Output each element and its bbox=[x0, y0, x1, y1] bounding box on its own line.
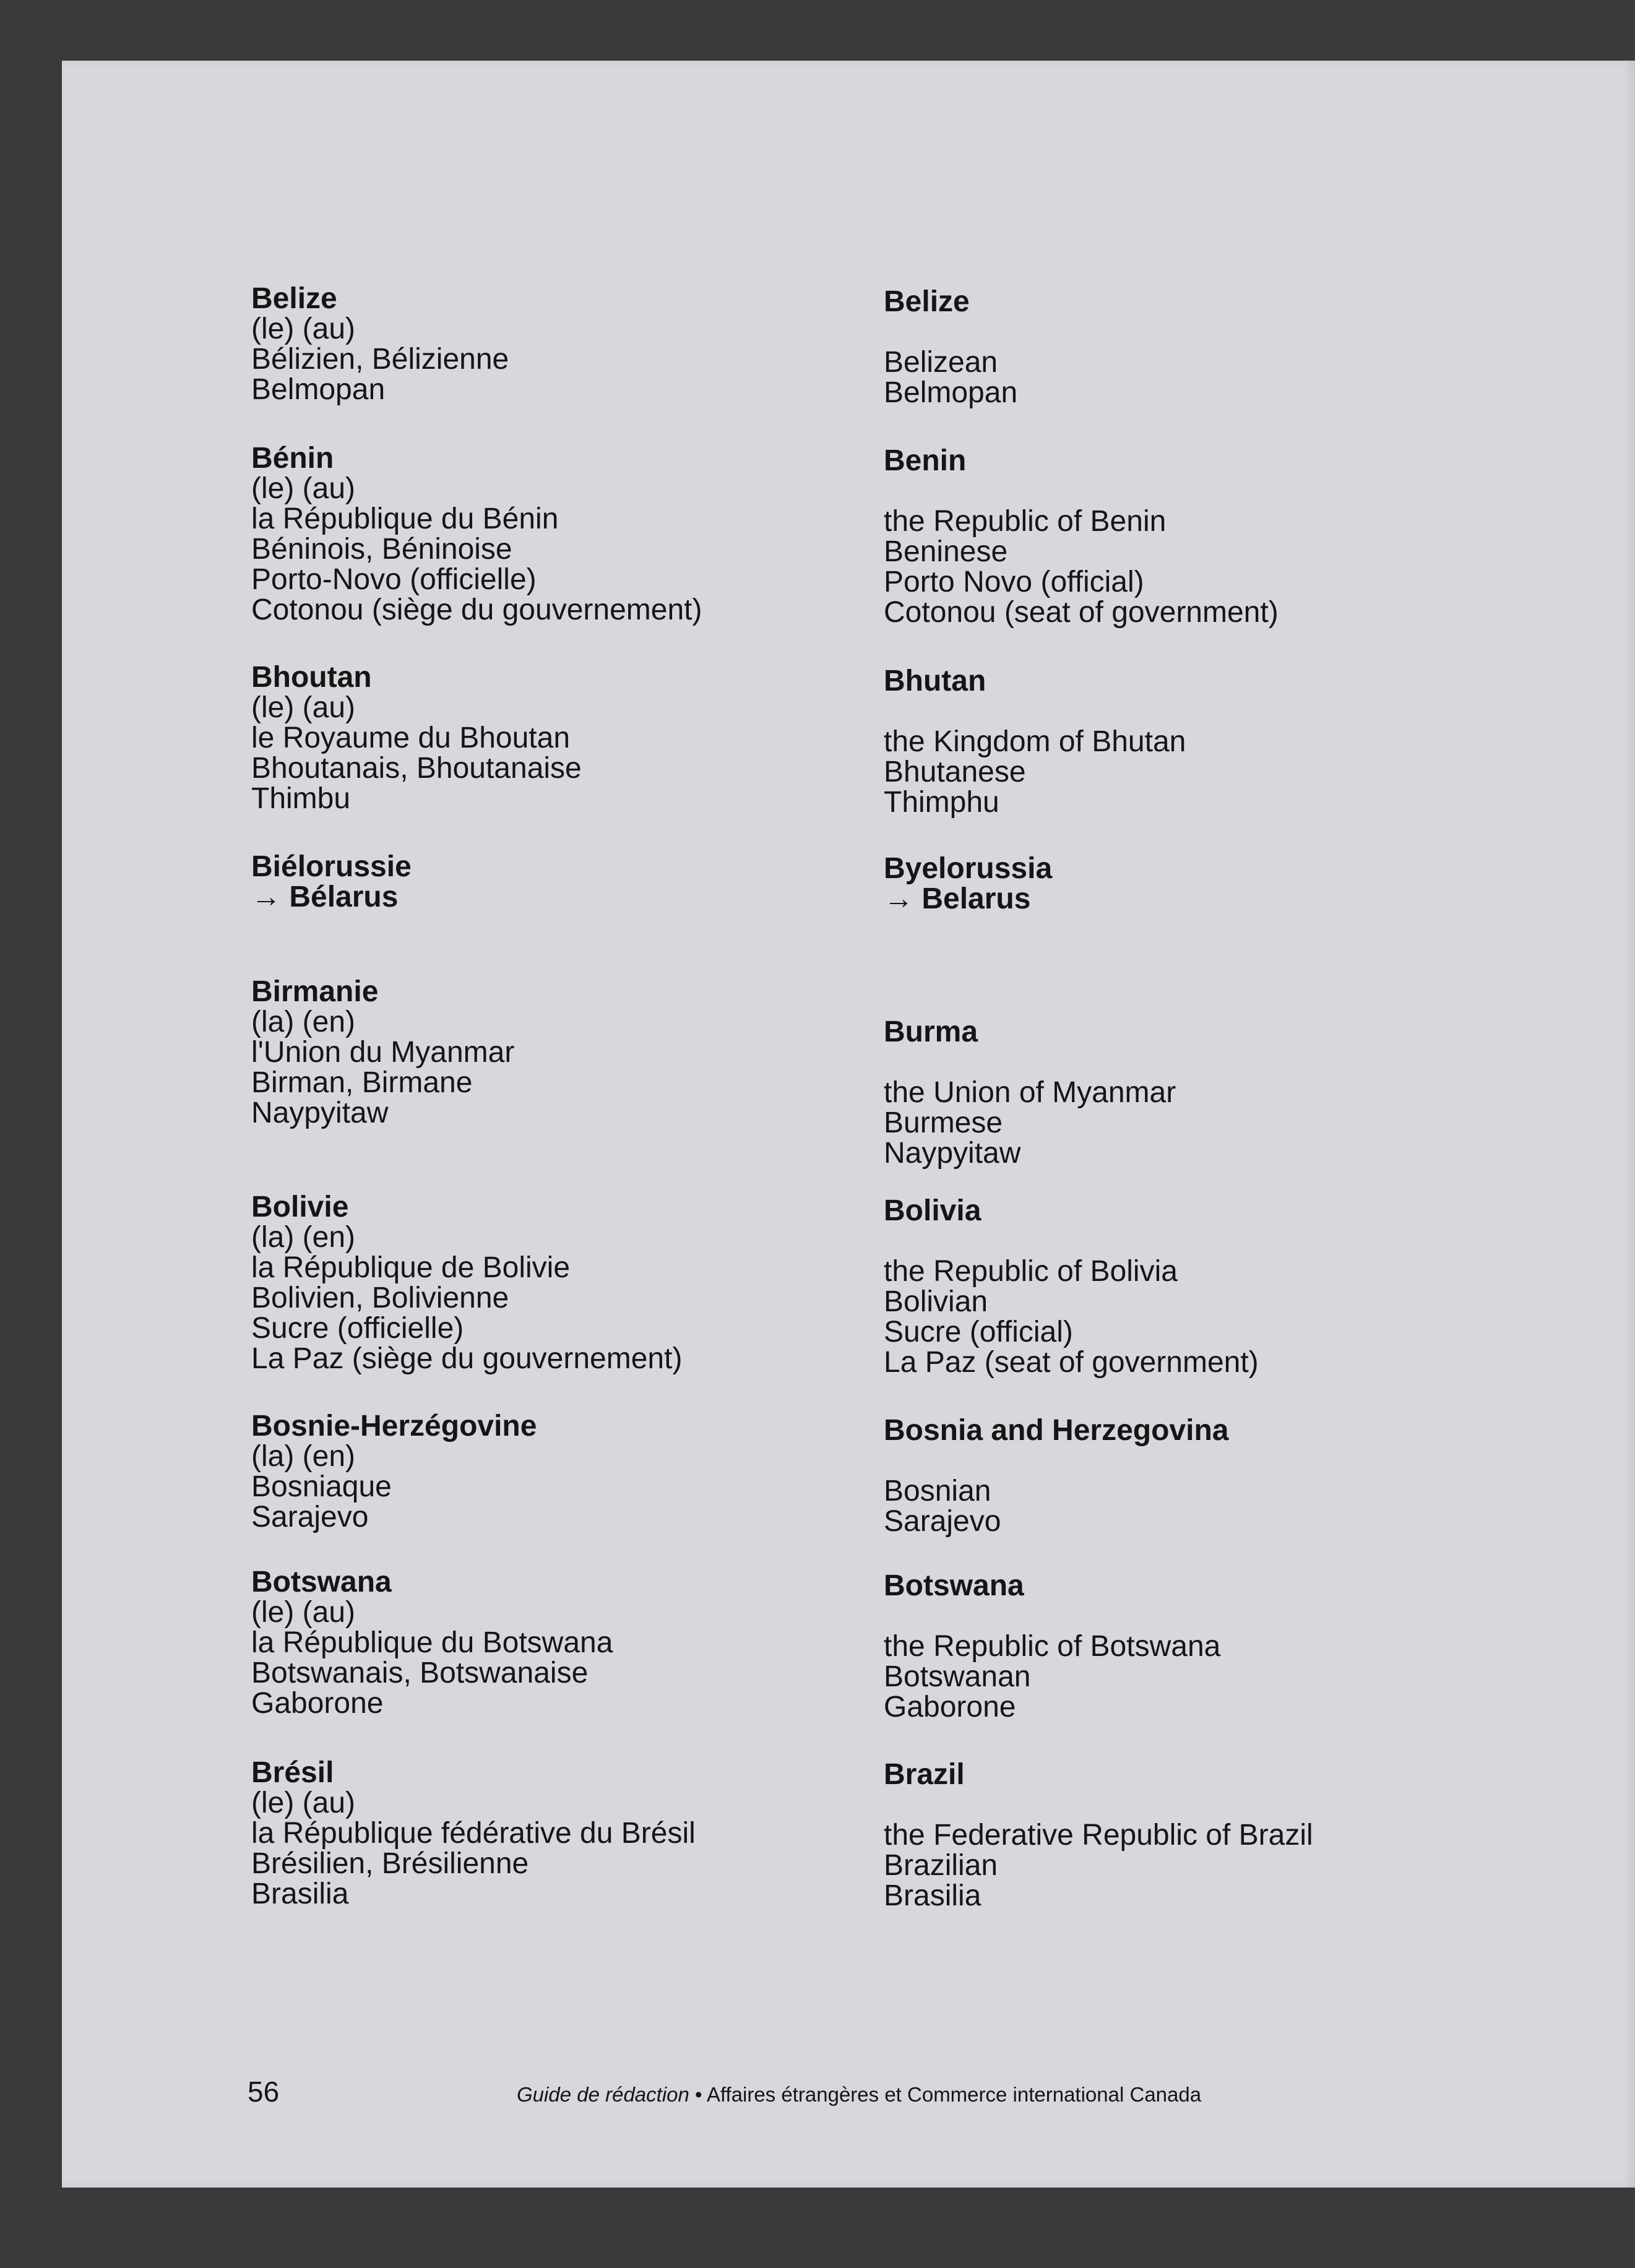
english-line bbox=[884, 1790, 1564, 1820]
english-headword: Bhutan bbox=[884, 665, 986, 697]
english-line: Brazilian bbox=[884, 1849, 998, 1882]
french-line: Cotonou (siège du gouvernement) bbox=[251, 593, 702, 626]
french-line: (le) (au) bbox=[251, 313, 356, 345]
french-line: (la) (en) bbox=[251, 1221, 356, 1254]
french-line: Porto-Novo (officielle) bbox=[251, 563, 537, 596]
english-entry bbox=[884, 1196, 1564, 1378]
english-line bbox=[884, 696, 1564, 727]
english-line bbox=[884, 1601, 1564, 1631]
english-headword: Byelorussia bbox=[884, 852, 1053, 885]
french-line: Sucre (officielle) bbox=[251, 1312, 464, 1345]
french-entry bbox=[251, 852, 845, 912]
french-entry bbox=[251, 1192, 845, 1374]
french-line: Brésilien, Brésilienne bbox=[251, 1847, 529, 1880]
english-line bbox=[884, 1047, 1564, 1077]
english-line: the Republic of Botswana bbox=[884, 1630, 1221, 1663]
english-line: Gaborone bbox=[884, 1691, 1016, 1723]
english-line: Naypyitaw bbox=[884, 1137, 1021, 1170]
english-line bbox=[884, 1446, 1564, 1476]
english-line: Sucre (official) bbox=[884, 1316, 1073, 1348]
french-entry bbox=[251, 977, 845, 1128]
english-entry bbox=[884, 446, 1564, 627]
english-headword: Benin bbox=[884, 444, 967, 477]
english-headword: Bolivia bbox=[884, 1194, 981, 1227]
english-line: → Belarus bbox=[884, 882, 1031, 915]
english-line: the Kingdom of Bhutan bbox=[884, 725, 1186, 758]
english-line bbox=[884, 1226, 1564, 1256]
publisher: Affaires étrangères et Commerce international Canada bbox=[706, 2083, 1202, 2106]
english-entry bbox=[884, 1415, 1564, 1537]
english-entry bbox=[884, 1017, 1564, 1168]
french-line: la République du Botswana bbox=[251, 1626, 613, 1659]
french-line: (la) (en) bbox=[251, 1006, 356, 1038]
english-entry bbox=[884, 1759, 1564, 1911]
french-line: (la) (en) bbox=[251, 1440, 356, 1473]
french-line: → Bélarus bbox=[251, 881, 399, 913]
english-entry bbox=[884, 853, 1564, 914]
english-headword: Burma bbox=[884, 1015, 978, 1048]
english-line: Bosnian bbox=[884, 1475, 991, 1507]
english-line: La Paz (seat of government) bbox=[884, 1346, 1259, 1379]
french-line: (le) (au) bbox=[251, 472, 356, 505]
english-line: Botswanan bbox=[884, 1660, 1031, 1693]
french-line: Birman, Birmane bbox=[251, 1066, 473, 1099]
english-line: Belmopan bbox=[884, 376, 1018, 409]
french-entry bbox=[251, 662, 845, 814]
french-line: Bélizien, Bélizienne bbox=[251, 343, 509, 376]
french-entry bbox=[251, 1567, 845, 1718]
french-entry bbox=[251, 1411, 845, 1532]
english-line: Brasilia bbox=[884, 1879, 981, 1912]
french-headword: Bénin bbox=[251, 442, 334, 475]
english-headword: Brazil bbox=[884, 1758, 965, 1791]
guide-title: Guide de rédaction bbox=[517, 2083, 689, 2106]
english-line: Cotonou (seat of government) bbox=[884, 596, 1279, 629]
french-line: Botswanais, Botswanaise bbox=[251, 1657, 589, 1689]
english-line: Thimphu bbox=[884, 786, 999, 819]
english-line bbox=[884, 317, 1564, 347]
french-line: Sarajevo bbox=[251, 1501, 369, 1533]
french-headword: Bolivie bbox=[251, 1191, 349, 1223]
english-line: the Union of Myanmar bbox=[884, 1076, 1176, 1109]
english-line: Belizean bbox=[884, 346, 998, 379]
french-line: la République du Bénin bbox=[251, 502, 559, 535]
page-number: 56 bbox=[248, 2076, 280, 2108]
english-line: the Republic of Bolivia bbox=[884, 1255, 1178, 1288]
document-page bbox=[62, 61, 1635, 2188]
french-line: Bolivien, Bolivienne bbox=[251, 1282, 509, 1314]
french-line: la République fédérative du Brésil bbox=[251, 1817, 696, 1850]
french-line: la République de Bolivie bbox=[251, 1251, 571, 1284]
french-line: (le) (au) bbox=[251, 1787, 356, 1819]
french-entry bbox=[251, 443, 845, 625]
french-headword: Bosnie-Herzégovine bbox=[251, 1410, 537, 1442]
english-headword: Botswana bbox=[884, 1569, 1024, 1602]
french-headword: Belize bbox=[251, 282, 337, 315]
footer-credit bbox=[517, 2083, 1201, 2106]
english-line: the Republic of Benin bbox=[884, 505, 1167, 538]
french-entry bbox=[251, 283, 845, 405]
french-line: Belmopan bbox=[251, 373, 386, 406]
french-line: le Royaume du Bhoutan bbox=[251, 722, 571, 754]
french-line: Thimbu bbox=[251, 782, 351, 815]
english-entry bbox=[884, 666, 1564, 817]
french-line: La Paz (siège du gouvernement) bbox=[251, 1342, 683, 1375]
footer-separator: • bbox=[689, 2083, 707, 2106]
english-line: Burmese bbox=[884, 1106, 1003, 1139]
french-headword: Botswana bbox=[251, 1566, 392, 1598]
french-line: Béninois, Béninoise bbox=[251, 533, 512, 566]
french-line: (le) (au) bbox=[251, 1596, 356, 1629]
english-headword: Bosnia and Herzegovina bbox=[884, 1414, 1229, 1447]
french-line: Naypyitaw bbox=[251, 1097, 389, 1129]
english-line: Porto Novo (official) bbox=[884, 566, 1144, 598]
french-line: (le) (au) bbox=[251, 691, 356, 724]
french-line: Bosniaque bbox=[251, 1470, 392, 1503]
french-headword: Birmanie bbox=[251, 975, 379, 1008]
english-headword: Belize bbox=[884, 285, 970, 318]
french-line: Gaborone bbox=[251, 1687, 384, 1720]
english-line bbox=[884, 476, 1564, 506]
french-line: Brasilia bbox=[251, 1878, 349, 1910]
french-headword: Bhoutan bbox=[251, 661, 372, 694]
english-line: Bhutanese bbox=[884, 756, 1026, 788]
french-headword: Brésil bbox=[251, 1756, 334, 1789]
english-line: the Federative Republic of Brazil bbox=[884, 1819, 1313, 1852]
english-line: Beninese bbox=[884, 535, 1008, 568]
french-headword: Biélorussie bbox=[251, 850, 412, 883]
english-entry bbox=[884, 287, 1564, 408]
french-line: l'Union du Myanmar bbox=[251, 1036, 515, 1069]
french-line: Bhoutanais, Bhoutanaise bbox=[251, 752, 582, 785]
french-entry bbox=[251, 1757, 845, 1909]
english-line: Bolivian bbox=[884, 1285, 988, 1318]
english-line: Sarajevo bbox=[884, 1505, 1001, 1538]
english-entry bbox=[884, 1571, 1564, 1722]
